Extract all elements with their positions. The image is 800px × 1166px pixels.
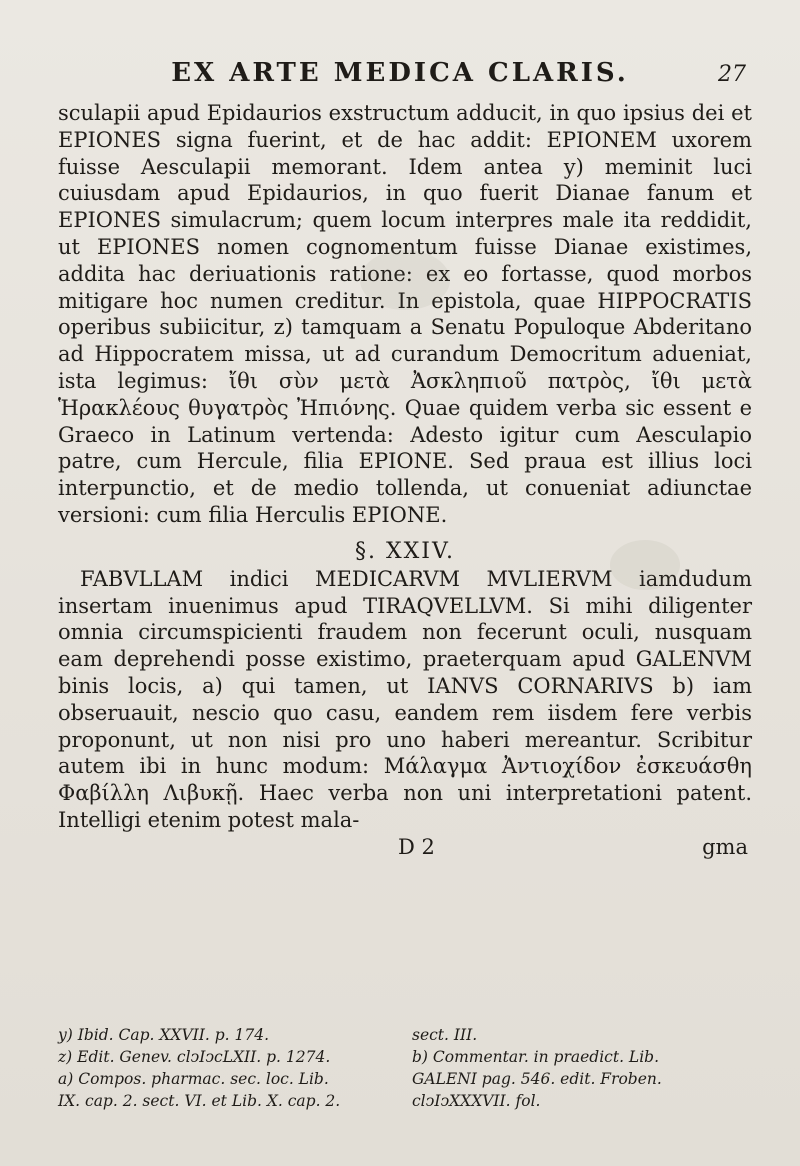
footnotes-left-column	[58, 1024, 398, 1112]
paper-stain	[610, 540, 680, 590]
section-heading: §. XXIV.	[354, 538, 456, 564]
running-head-title: EX ARTE MEDICA CLARIS.	[171, 58, 629, 88]
running-head	[0, 58, 800, 98]
catchword: gma	[702, 834, 748, 859]
paragraph-epione: sculapii apud Epidaurios exstructum adducit, in quo ipsius dei et EPIONES signa fuerint, et de hac addit: EPIONEM uxorem fuisse Aesculapii memorant. Idem antea y) meminit luci cuiusdam apud Epidaurios, in quo fuerit Dianae fanum et EPIONES simulacrum; quem locum interpres male ita reddidit, ut EPIONES nomen cognomentum fuisse Dianae existimes, addita hac deriuationis ratione: ex eo fortasse, quod morbos mitigare hoc numen creditur. In epistola, quae HIPPOCRATIS operibus subiicitur, z) tamquam a Senatu Populoque Abderitano ad Hippocratem missa, ut ad curandum Democritum adueniat, ista legimus: ἴθι σὺν μετὰ Ἀσκληπιοῦ πατρὸς, ἴθι μετὰ Ἡρακλέους θυγατρὸς Ἠπιόνης. Quae quidem verba sic essent e Graeco in Latinum vertenda: Adesto igitur cum Aesculapio patre, cum Hercule, filia EPIONE. Sed praua est illius loci interpunctio, et de medio tollenda, ut conueniat adiunctae versioni: cum filia Herculis EPIONE.	[58, 101, 752, 527]
footnote: IX. cap. 2. sect. VI. et Lib. X. cap. 2.	[58, 1092, 341, 1110]
paper-stain	[360, 250, 450, 310]
footnote: GALENI pag. 546. edit. Froben.	[412, 1070, 662, 1088]
footnote: clↄIↄXXXVII. fol.	[412, 1092, 541, 1110]
footnotes	[58, 1024, 752, 1112]
signature-line	[58, 834, 752, 860]
page-number: 27	[718, 62, 746, 87]
footnotes-right-column	[412, 1024, 752, 1112]
footnote: a) Compos. pharmac. sec. loc. Lib.	[58, 1070, 329, 1088]
footnote: z) Edit. Genev. clↄIↄcLXII. p. 1274.	[58, 1048, 331, 1066]
footnote: y) Ibid. Cap. XXVII. p. 174.	[58, 1026, 270, 1044]
paragraph-fabulla: FABVLLAM indici MEDICARVM MVLIERVM iamdudum insertam inuenimus apud TIRAQVELLVM. Si mihi diligenter omnia circumspicienti fraudem non fecerunt oculi, nusquam eam deprehendi posse existimo, praeterquam apud GALENVM binis locis, a) qui tamen, ut IANVS CORNARIVS b) iam obseruauit, nescio quo casu, eandem rem iisdem fere verbis proponunt, ut non nisi pro uno haberi mereantur. Scribitur autem ibi in hunc modum: Μάλαγμα Ἀντιοχίδον ἐσκευάσθη Φαβίλλη Λιβυκῇ. Haec verba non uni interpretationi patent. Intelligi etenim potest mala-	[58, 566, 752, 832]
footnote: b) Commentar. in praedict. Lib.	[412, 1048, 660, 1066]
body-text	[58, 100, 752, 860]
signature-mark: D 2	[398, 834, 435, 859]
footnote: sect. III.	[412, 1026, 478, 1044]
